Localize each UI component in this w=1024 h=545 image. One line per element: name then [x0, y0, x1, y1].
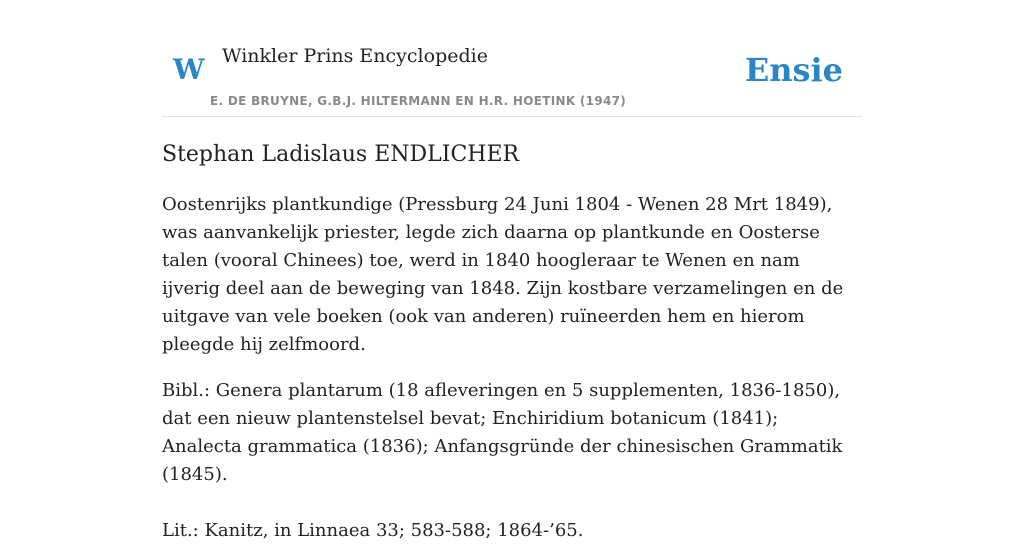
winkler-prins-logo[interactable]: W	[173, 53, 205, 86]
site-header	[162, 40, 862, 117]
article-paragraph-description: Oostenrijks plantkundige (Pressburg 24 Juni 1804 - Wenen 28 Mrt 1849), was aanvankelijk priester, legde zich daarna op plantkunde en Oosterse talen (vooral Chinees) toe, werd in 1840 hoogleraar te Wenen en nam ijverig deel aan de beweging van 1848. Zijn kostbare verzamelingen en de uitgave van vele boeken (ook van anderen) ruïneerden hem en hierom pleegde hij zelfmoord.	[162, 194, 844, 355]
article-content	[162, 138, 862, 545]
page-title: Stephan Ladislaus ENDLICHER	[162, 142, 520, 167]
article-paragraph-bibliography: Bibl.: Genera plantarum (18 afleveringen en 5 supplementen, 1836-1850), dat een nieuw plantenstelsel bevat; Enchiridium botanicum (1841); Analecta grammatica (1836); Anfangsgründe der chinesischen Grammatik (1845).	[162, 380, 843, 485]
site-title[interactable]: Winkler Prins Encyclopedie	[222, 45, 488, 67]
site-authors: E. DE BRUYNE, G.B.J. HILTERMANN EN H.R. HOETINK (1947)	[210, 94, 627, 108]
ensie-brand-logo[interactable]: Ensie	[744, 51, 843, 89]
article-paragraph-literature: Lit.: Kanitz, in Linnaea 33; 583-588; 1864-’65.	[162, 520, 584, 541]
